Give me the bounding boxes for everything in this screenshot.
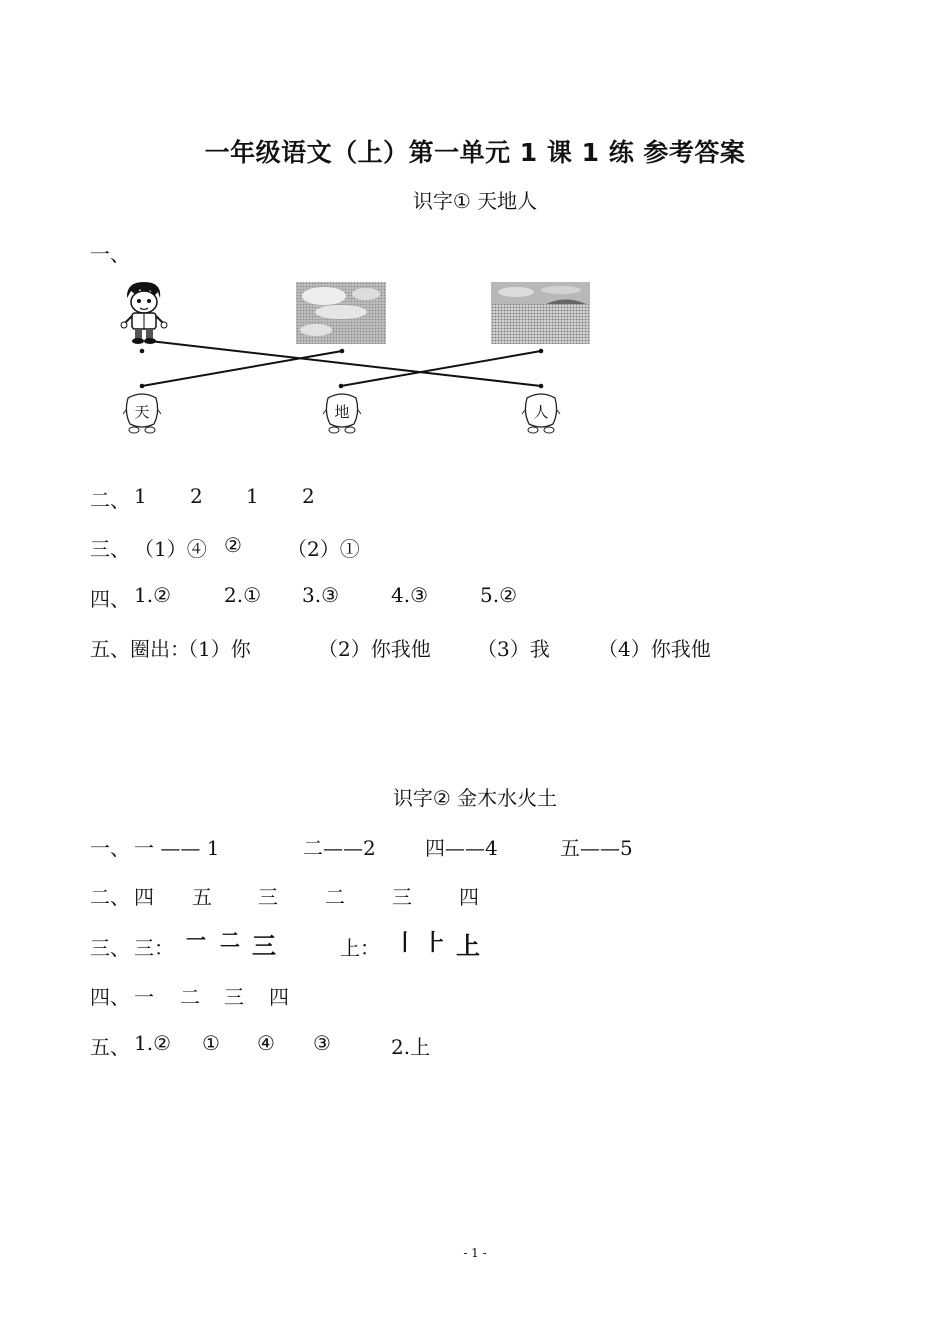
answer: 四——4 [425, 836, 498, 860]
lesson1-heading: 识字① 天地人 [412, 189, 538, 213]
answer: ④ [257, 1031, 275, 1055]
answer: 一 [134, 985, 154, 1009]
answer: （3）我 [477, 637, 550, 661]
stroke-step: 上 [456, 932, 480, 960]
answer: 二 [325, 885, 345, 909]
page-title: 一年级语文（上）第一单元 1 课 1 练 参考答案 [204, 138, 746, 167]
lesson1-q5 [0, 633, 950, 661]
answer: 一 —— 1 [134, 836, 220, 860]
lesson2-q4 [0, 981, 950, 1009]
question-label: 三、 [90, 936, 130, 960]
question-label: 五、 [90, 1035, 130, 1059]
stroke-step: 丨 [394, 931, 417, 956]
answer: 5.② [480, 583, 518, 607]
figure-label: 人 [533, 403, 549, 421]
answer: 2.① [224, 583, 262, 607]
question-label: 二、 [90, 488, 130, 512]
question-label: 二、 [90, 885, 130, 909]
answer: 二 [180, 985, 200, 1009]
answer: 1.② [134, 583, 172, 607]
answer: 1 [134, 484, 147, 508]
character-figure-di [322, 392, 362, 436]
lesson2-q1 [0, 832, 950, 860]
answer: 2 [302, 484, 315, 508]
page-number: - 1 - [463, 1246, 487, 1260]
lesson2-heading: 识字② 金木水火土 [392, 786, 558, 810]
answer: ② [224, 533, 242, 557]
lesson2-q5 [0, 1031, 950, 1059]
lesson1-q4 [0, 583, 950, 611]
answer: （1）④ [134, 537, 207, 561]
question-label: 四、 [90, 587, 130, 611]
answer: 三 [224, 985, 244, 1009]
answer: ③ [313, 1031, 331, 1055]
question-label: 三、 [90, 537, 130, 561]
answer: 2.上 [391, 1035, 431, 1059]
answer: （2）① [287, 537, 360, 561]
answer: 二——2 [303, 836, 376, 860]
answer: 三 [258, 885, 278, 909]
answer: 3.③ [302, 583, 340, 607]
answer: 四 [269, 985, 289, 1009]
character-figure-ren [521, 392, 561, 436]
stroke-order-label: 上： [340, 936, 380, 960]
question-label: 四、 [90, 985, 130, 1009]
figure-label: 地 [334, 403, 350, 421]
stroke-step: 二 [220, 928, 240, 952]
answer: 4.③ [391, 583, 429, 607]
answer: （4）你我他 [598, 637, 711, 661]
lesson2-q3 [0, 928, 950, 962]
answer: （2）你我他 [318, 637, 431, 661]
answer: 四 [459, 885, 479, 909]
lesson1-q3 [0, 533, 950, 561]
stroke-step: ⺊ [424, 931, 447, 956]
lesson2-q2 [0, 881, 950, 909]
answer: 五 [192, 885, 212, 909]
answer: 1.② [134, 1031, 172, 1055]
answer: 四 [134, 885, 154, 909]
answer: （1）你 [178, 637, 251, 661]
matching-lines [0, 0, 950, 440]
answer: 1 [246, 484, 259, 508]
answer: 五——5 [560, 836, 633, 860]
lesson1-q2 [0, 484, 950, 512]
stroke-order-label: 三： [134, 936, 174, 960]
character-figure-tian [122, 392, 162, 436]
stroke-step: 三 [252, 932, 276, 960]
figure-label: 天 [134, 403, 150, 421]
answer: 2 [190, 484, 203, 508]
lesson1-q1-label: 一、 [90, 242, 130, 266]
question-label: 一、 [90, 836, 130, 860]
question-label: 五、圈出： [90, 637, 190, 661]
stroke-step: 一 [186, 928, 206, 952]
answer: ① [202, 1031, 220, 1055]
answer: 三 [392, 885, 412, 909]
